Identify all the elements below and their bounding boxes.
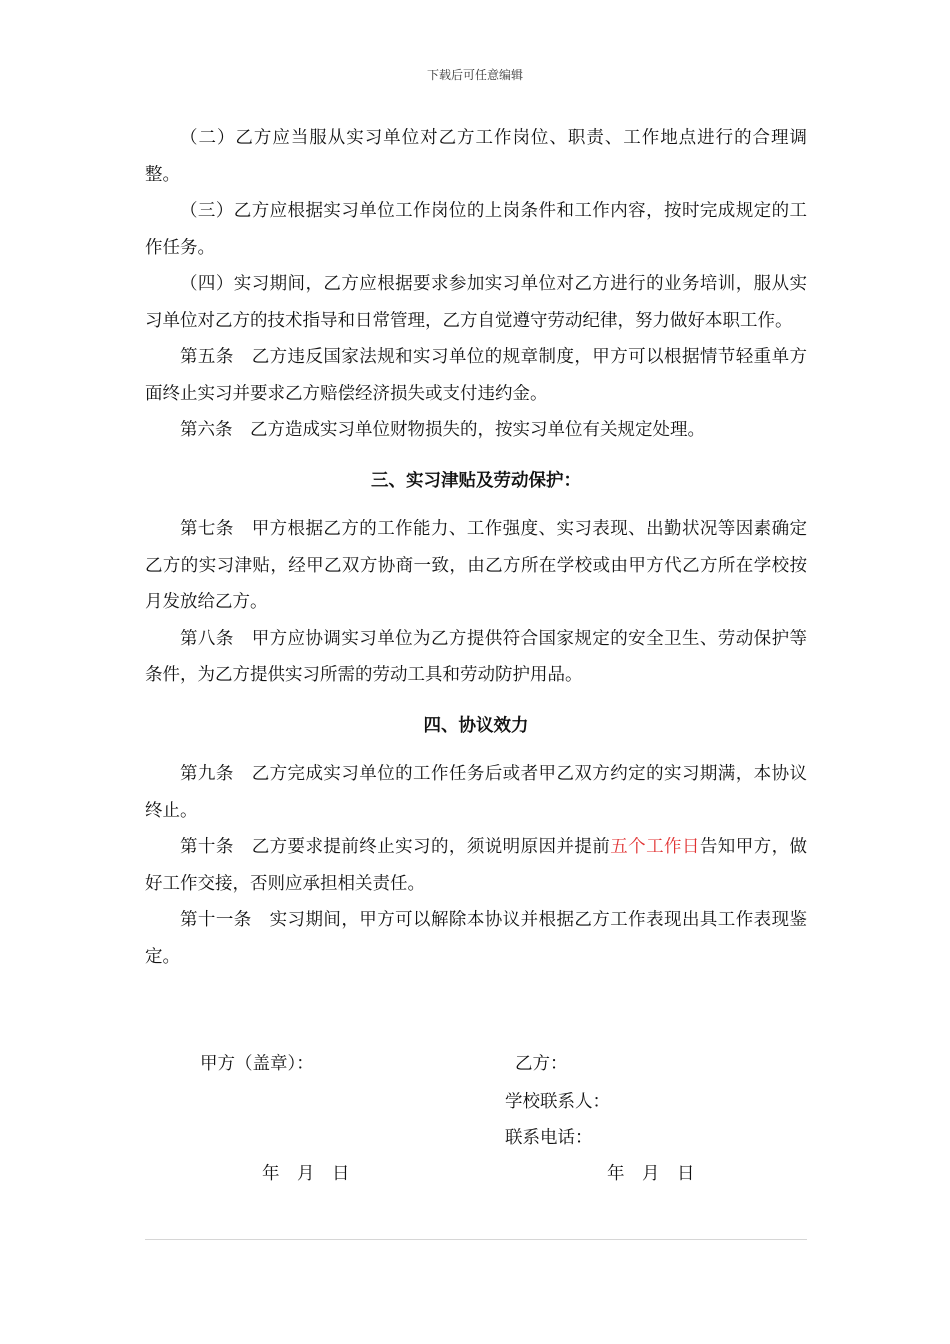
school-contact-label: 学校联系人： bbox=[505, 1092, 610, 1112]
article-9: 第九条 乙方完成实习单位的工作任务后或者甲乙双方约定的实习期满，本协议终止。 bbox=[145, 764, 807, 821]
party-a-seal-label: 甲方（盖章）： bbox=[200, 1054, 314, 1074]
article-10-text: 第十条 乙方要求提前终止实习的，须说明原因并提前 bbox=[180, 837, 611, 857]
party-b-label: 乙方： bbox=[515, 1054, 568, 1074]
highlight-five-workdays: 五个工作日 bbox=[610, 837, 700, 857]
date-party-b: 年 月 日 bbox=[607, 1164, 695, 1184]
article-10-text-end: 告知甲方，做好工作交接，否则应承担相关责任。 bbox=[145, 837, 808, 894]
contact-phone-label: 联系电话： bbox=[505, 1128, 593, 1148]
article-11: 第十一条 实习期间，甲方可以解除本协议并根据乙方工作表现出具工作表现鉴定。 bbox=[145, 910, 807, 967]
section-heading-3: 三、实习津贴及劳动保护： bbox=[371, 470, 581, 491]
footer-divider bbox=[145, 1239, 807, 1240]
article-5: 第五条 乙方违反国家法规和实习单位的规章制度，甲方可以根据情节轻重单方面终止实习并要求乙方赔偿经济损失或支付违约金。 bbox=[145, 347, 807, 404]
date-party-a: 年 月 日 bbox=[262, 1164, 350, 1184]
clause-paragraph: （二）乙方应当服从实习单位对乙方工作岗位、职责、工作地点进行的合理调整。 bbox=[145, 128, 807, 185]
header-note: 下载后可任意编辑 bbox=[426, 68, 523, 82]
agreement-body bbox=[145, 120, 807, 975]
article-7: 第七条 甲方根据乙方的工作能力、工作强度、实习表现、出勤状况等因素确定乙方的实习津贴，经甲乙双方协商一致，由乙方所在学校或由甲方代乙方所在学校按月发放给乙方。 bbox=[145, 519, 807, 612]
clause-paragraph: （三）乙方应根据实习单位工作岗位的上岗条件和工作内容，按时完成规定的工作任务。 bbox=[145, 201, 807, 258]
section-heading-4: 四、协议效力 bbox=[423, 715, 529, 736]
clause-paragraph: （四）实习期间，乙方应根据要求参加实习单位对乙方进行的业务培训，服从实习单位对乙方的技术指导和日常管理，乙方自觉遵守劳动纪律，努力做好本职工作。 bbox=[145, 274, 807, 331]
article-6: 第六条 乙方造成实习单位财物损失的，按实习单位有关规定处理。 bbox=[180, 420, 705, 440]
article-10 bbox=[145, 829, 807, 902]
article-8: 第八条 甲方应协调实习单位为乙方提供符合国家规定的安全卫生、劳动保护等条件，为乙方提供实习所需的劳动工具和劳动防护用品。 bbox=[145, 628, 807, 685]
